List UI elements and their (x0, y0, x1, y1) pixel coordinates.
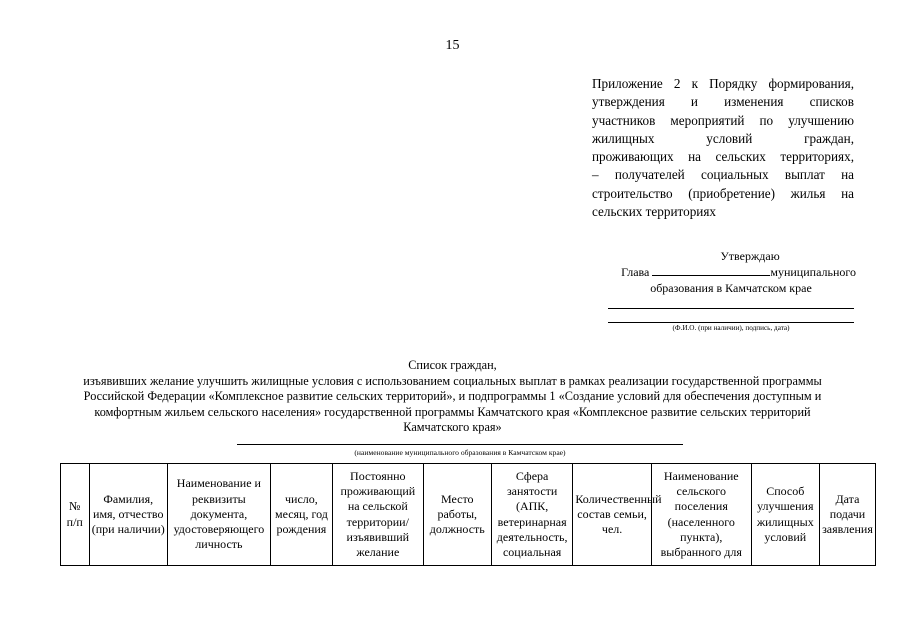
approval-region: образования в Камчатском крае (650, 281, 812, 295)
header-cell-full-name: Фамилия, имя, отчество (при наличии) (89, 464, 167, 566)
header-cell-residence: Постоянно проживающий на сельской территории/ изъявивший желание (332, 464, 423, 566)
approval-head-line (606, 264, 856, 280)
list-title (40, 358, 865, 436)
signature-line (608, 308, 854, 309)
appendix-line: утверждения и изменения списков (592, 94, 854, 110)
header-cell-improvement-method: Способ улучшения жилищных условий (751, 464, 819, 566)
list-title-line: Список граждан, (408, 358, 497, 372)
header-cell-birth-date: число, месяц, год рождения (270, 464, 332, 566)
appendix-line: участников мероприятий по улучшению (592, 112, 854, 128)
head-name-blank (652, 264, 770, 276)
appendix-line: сельских территориях (592, 204, 717, 220)
municipality-caption: (наименование муниципального образования в Камчатском крае) (354, 448, 566, 457)
header-cell-family-size: Количественный состав семьи, чел. (573, 464, 651, 566)
appendix-line: – получателей социальных выплат на (592, 167, 854, 183)
list-title-line: Российской Федерации «Комплексное развитие сельских территорий», и подпрограммы 1 «Создание условий для обеспечения доступным и (83, 389, 822, 403)
header-cell-workplace: Место работы, должность (423, 464, 491, 566)
citizens-table (60, 463, 876, 566)
approval-block (606, 248, 856, 296)
appendix-line: проживающих на сельских территориях, (592, 149, 854, 165)
header-cell-application-date: Дата подачи заявления (819, 464, 875, 566)
signature-line (608, 322, 854, 323)
appendix-line: строительство (приобретение) жилья на (592, 185, 854, 201)
appendix-block (592, 75, 854, 221)
header-cell-settlement: Наименование сельского поселения (населенного пункта), выбранного для (651, 464, 751, 566)
list-title-line: Камчатского края» (403, 420, 502, 434)
approval-head-suffix: муниципального (770, 265, 856, 279)
approval-head-prefix: Глава (621, 265, 650, 279)
list-title-line: комфортным жильем сельского населения» государственной программы Камчатского края «Комплексное развитие сельских территорий (94, 404, 811, 419)
page-number: 15 (445, 38, 460, 53)
list-title-line: изъявивших желание улучшить жилищные условия с использованием социальных выплат в рамках реализации государственной программы (83, 373, 822, 388)
municipality-line (237, 444, 683, 445)
header-cell-employment-sphere: Сфера занятости (АПК, ветеринарная деятельность, социальная (491, 464, 573, 566)
appendix-line: жилищных условий граждан, (592, 130, 854, 146)
table-header-row (61, 464, 876, 566)
signature-caption: (Ф.И.О. (при наличии), подпись, дата) (672, 324, 790, 332)
header-cell-number: № п/п (61, 464, 90, 566)
approval-title: Утверждаю (720, 249, 780, 263)
appendix-line: Приложение 2 к Порядку формирования, (592, 76, 854, 91)
header-cell-id-document: Наименование и реквизиты документа, удостоверяющего личность (167, 464, 270, 566)
